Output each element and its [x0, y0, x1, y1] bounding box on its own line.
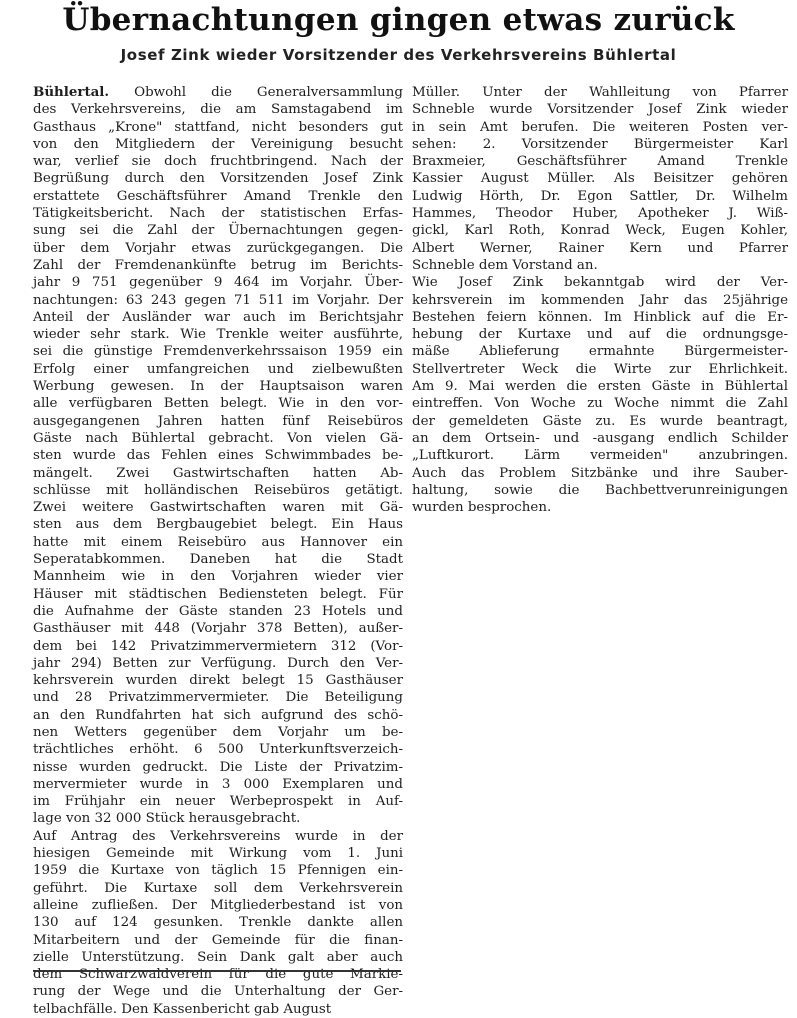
text-line: Mannheim wie in den Vorjahren wieder vier: [33, 569, 403, 585]
text-line: Gasthaus „Krone" stattfand, nicht besonders gut: [33, 119, 403, 135]
text-line: nen Wetters gegenüber dem Vorjahr um be-: [33, 724, 403, 740]
text-line: alleine zufließen. Der Mitgliederbestand ist von: [33, 897, 403, 913]
text-line: jahr 9 751 gegenüber 9 464 im Vorjahr. Über-: [33, 275, 403, 291]
text-line: nisse wurden gedruckt. Die Liste der Privatzim-: [33, 759, 403, 775]
column-end-rule: [33, 970, 401, 972]
text-line: Zahl der Fremdenankünfte betrug im Berichts-: [33, 257, 403, 273]
text-line: kehrsverein wurden direkt belegt 15 Gasthäuser: [33, 673, 403, 689]
text-line: 130 auf 124 gesunken. Trenkle dankte allen: [33, 915, 403, 931]
text-line: Gäste nach Bühlertal gebracht. Von vielen Gä-: [33, 430, 403, 446]
text-line: 1959 die Kurtaxe von täglich 15 Pfennigen ein-: [33, 863, 403, 879]
text-line: Schneble wurde Vorsitzender Josef Zink wieder: [412, 102, 788, 118]
text-line: in sein Amt berufen. Die weiteren Posten ver-: [412, 119, 788, 135]
text-line: der gemeldeten Gäste zu. Es wurde beantragt,: [412, 413, 788, 429]
text-line: Kassier August Müller. Als Beisitzer gehören: [412, 171, 788, 187]
text-line: Albert Werner, Rainer Kern und Pfarrer: [412, 240, 788, 256]
article-column-right: [412, 84, 788, 516]
article-column-left: [33, 84, 403, 1018]
text-line: über dem Vorjahr etwas zurückgegangen. Die: [33, 240, 403, 256]
text-line: erstattete Geschäftsführer Amand Trenkle den: [33, 188, 403, 204]
article-subheadline: Josef Zink wieder Vorsitzender des Verkehrsvereins Bühlertal: [120, 46, 677, 64]
text-line: eintreffen. Von Woche zu Woche nimmt die Zahl: [412, 396, 788, 412]
text-line: alle verfügbaren Betten belegt. Wie in den vor-: [33, 396, 403, 412]
text-line: Mitarbeitern und der Gemeinde für die finan-: [33, 932, 403, 948]
text-line: Häuser mit städtischen Bediensteten belegt. Für: [33, 586, 403, 602]
text-line: des Verkehrsvereins, die am Samstagabend im: [33, 102, 403, 118]
text-line: mervermieter wurde in 3 000 Exemplaren und: [33, 776, 403, 792]
text-line: mängelt. Zwei Gastwirtschaften hatten Ab-: [33, 465, 403, 481]
dateline: Bühlertal.: [33, 84, 110, 100]
text-line: telbachfälle. Den Kassenbericht gab August: [33, 1001, 332, 1017]
text-line: sten wurde das Fehlen eines Schwimmbades be-: [33, 448, 403, 464]
text-line: Werbung gewesen. In der Hauptsaison waren: [33, 379, 403, 395]
text-line: sehen: 2. Vorsitzender Bürgermeister Karl: [412, 136, 788, 152]
text-line: sei die günstige Fremdenverkehrssaison 1959 ein: [33, 344, 403, 360]
text-line: Müller. Unter der Wahlleitung von Pfarrer: [412, 85, 788, 100]
text-line: die Aufnahme der Gäste standen 23 Hotels und: [33, 603, 403, 619]
text-line: hatte mit einem Reisebüro aus Hannover ein: [33, 534, 403, 550]
text-line: Tätigkeitsbericht. Nach der statistischen Erfas-: [33, 206, 403, 222]
text-line: an dem Ortsein- und -ausgang endlich Schilder: [412, 430, 788, 446]
text-line: schlüsse mit holländischen Reisebüros getätigt.: [33, 482, 403, 498]
text-line: haltung, sowie die Bachbettverunreinigungen: [412, 482, 788, 498]
text-line: Ludwig Hörth, Dr. Egon Sattler, Dr. Wilhelm: [412, 188, 788, 204]
text-line: Am 9. Mai werden die ersten Gäste in Bühlertal: [412, 379, 788, 395]
text-line: an den Rundfahrten hat sich aufgrund des schö-: [33, 707, 403, 723]
text-line: hebung der Kurtaxe und auf die ordnungsge-: [412, 327, 788, 343]
text-line: im Frühjahr ein neuer Werbeprospekt in Auf-: [33, 794, 403, 810]
text-line: Anteil der Ausländer war auch im Berichtsjahr: [33, 309, 403, 325]
text-line: Bestehen feiern können. Im Hinblick auf die Er-: [412, 309, 788, 325]
article-headline: Übernachtungen gingen etwas zurück: [62, 2, 735, 38]
text-line: jahr 294) Betten zur Verfügung. Durch den Ver-: [33, 655, 403, 671]
text-line: Auf Antrag des Verkehrsvereins wurde in der: [33, 828, 403, 844]
text-line: lage von 32 000 Stück herausgebracht.: [33, 811, 301, 827]
text-line: „Luftkurort. Lärm vermeiden" anzubringen.: [412, 448, 788, 464]
text-line: war, verlief sie doch fruchtbringend. Nach der: [33, 154, 403, 170]
text-line: geführt. Die Kurtaxe soll dem Verkehrsverein: [33, 880, 403, 896]
text-line: wurden besprochen.: [412, 500, 552, 516]
text-line: wieder sehr stark. Wie Trenkle weiter ausführte,: [33, 327, 403, 343]
text-line: sten aus dem Bergbaugebiet belegt. Ein Haus: [33, 517, 403, 533]
text-line: ausgegangenen Jahren hatten fünf Reisebüros: [33, 413, 403, 429]
text-line: Auch das Problem Sitzbänke und ihre Sauber-: [412, 465, 788, 481]
text-line: Schneble dem Vorstand an.: [412, 257, 598, 273]
text-line: Zwei weitere Gastwirtschaften waren mit Gä-: [33, 500, 403, 516]
text-line: Erfolg einer umfangreichen und zielbewußten: [33, 361, 403, 377]
text-line: sung sei die Zahl der Übernachtungen gegen-: [33, 223, 403, 239]
text-line: nachtungen: 63 243 gegen 71 511 im Vorjahr. Der: [33, 292, 403, 308]
text-line: [33, 84, 403, 101]
text-line: Seperatabkommen. Daneben hat die Stadt: [33, 552, 403, 568]
text-line: Hammes, Theodor Huber, Apotheker J. Wiß-: [412, 206, 788, 222]
text-line: Wie Josef Zink bekanntgab wird der Ver-: [412, 275, 788, 291]
text-line: trächtliches erhöht. 6 500 Unterkunftsverzeich-: [33, 742, 403, 758]
text-line: und 28 Privatzimmervermieter. Die Beteiligung: [33, 690, 403, 706]
text-line: zielle Unterstützung. Sein Dank galt aber auch: [33, 949, 403, 965]
text-line: Begrüßung durch den Vorsitzenden Josef Zink: [33, 171, 403, 187]
text-line: Stellvertreter Weck die Wirte zur Ehrlichkeit.: [412, 361, 788, 377]
text-line: mäße Ablieferung ermahnte Bürgermeister-: [412, 344, 788, 360]
text-line: kehrsverein im kommenden Jahr das 25jährige: [412, 292, 788, 308]
text-line: hiesigen Gemeinde mit Wirkung vom 1. Juni: [33, 846, 403, 862]
text-line: gickl, Karl Roth, Konrad Weck, Eugen Kohler,: [412, 223, 788, 239]
text-line: Braxmeier, Geschäftsführer Amand Trenkle: [412, 154, 788, 170]
text-line: rung der Wege und die Unterhaltung der Ger-: [33, 984, 403, 1000]
text-line: von den Mitgliedern der Vereinigung besucht: [33, 136, 403, 152]
text-line-content: Obwohl die Generalversammlung: [109, 85, 403, 100]
text-line: dem bei 142 Privatzimmervermietern 312 (Vor-: [33, 638, 403, 654]
text-line: Gasthäuser mit 448 (Vorjahr 378 Betten), außer-: [33, 621, 403, 637]
text-line: dem Schwarzwaldverein für die gute Markie-: [33, 967, 403, 983]
